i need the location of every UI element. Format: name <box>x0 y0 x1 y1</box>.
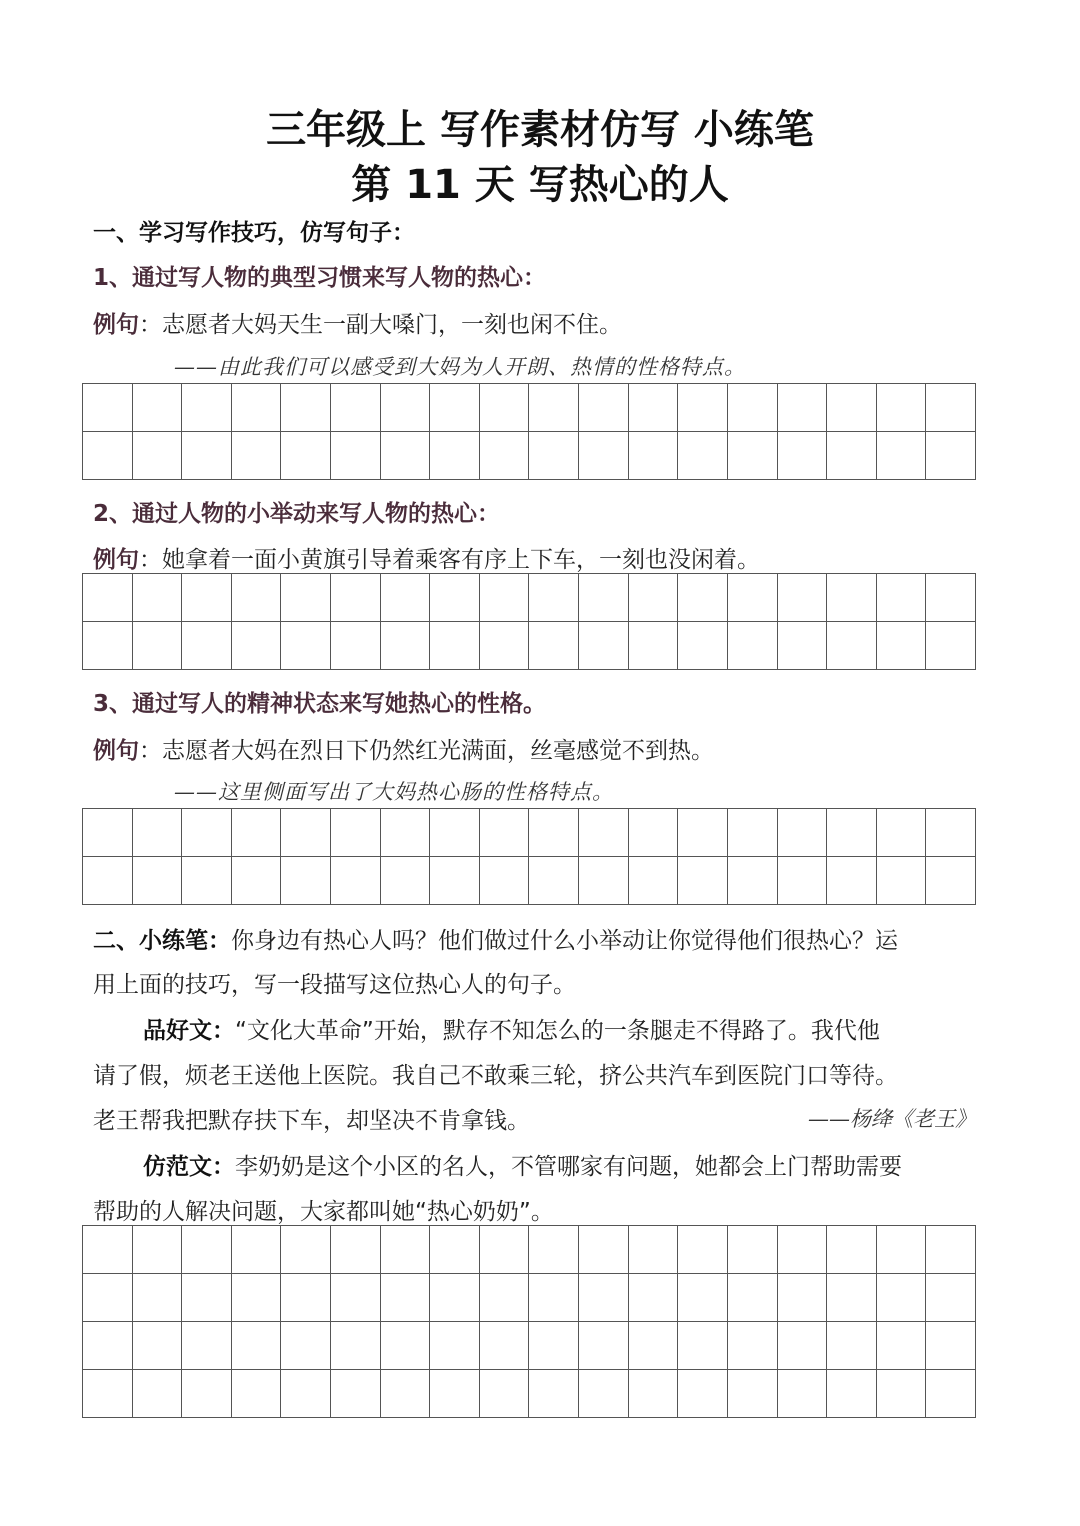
writing-cell[interactable] <box>182 432 232 480</box>
writing-cell[interactable] <box>331 1226 381 1274</box>
writing-cell[interactable] <box>182 809 232 857</box>
writing-cell[interactable] <box>83 1370 133 1418</box>
writing-cell[interactable] <box>381 384 431 432</box>
writing-cell[interactable] <box>877 574 927 622</box>
writing-cell[interactable] <box>331 574 381 622</box>
writing-cell[interactable] <box>133 432 183 480</box>
writing-cell[interactable] <box>678 1226 728 1274</box>
example-text: ：志愿者大妈在烈日下仍然红光满面，丝毫感觉不到热。 <box>139 738 714 764</box>
writing-cell[interactable] <box>579 432 629 480</box>
writing-cell[interactable] <box>728 1226 778 1274</box>
writing-cell[interactable] <box>232 622 282 670</box>
writing-cell[interactable] <box>133 622 183 670</box>
writing-cell[interactable] <box>579 1370 629 1418</box>
writing-cell[interactable] <box>480 809 530 857</box>
writing-cell[interactable] <box>281 1322 331 1370</box>
writing-cell[interactable] <box>381 809 431 857</box>
writing-cell[interactable] <box>827 574 877 622</box>
imitation-text: 李奶奶是这个小区的名人，不管哪家有问题，她都会上门帮助需要 <box>235 1154 902 1180</box>
technique-1-note: ——由此我们可以感受到大妈为人开朗、热情的性格特点。 <box>174 355 746 379</box>
writing-cell[interactable] <box>381 1322 431 1370</box>
writing-cell[interactable] <box>629 574 679 622</box>
writing-cell[interactable] <box>778 809 828 857</box>
writing-cell[interactable] <box>331 857 381 905</box>
writing-cell[interactable] <box>281 432 331 480</box>
imitation-label: 仿范文： <box>143 1154 235 1180</box>
writing-cell[interactable] <box>529 1274 579 1322</box>
writing-cell[interactable] <box>778 857 828 905</box>
writing-cell[interactable] <box>232 809 282 857</box>
writing-cell[interactable] <box>678 574 728 622</box>
writing-cell[interactable] <box>926 622 976 670</box>
worksheet-title: 三年级上 写作素材仿写 小练笔 <box>266 107 814 153</box>
writing-cell[interactable] <box>629 1322 679 1370</box>
writing-cell[interactable] <box>133 1322 183 1370</box>
model-text: “文化大革命”开始，默存不知怎么的一条腿走不得路了。我代他 <box>235 1018 880 1044</box>
writing-cell[interactable] <box>678 432 728 480</box>
writing-cell[interactable] <box>232 1274 282 1322</box>
model-text-line3: 老王帮我把默存扶下车，却坚决不肯拿钱。 <box>93 1108 530 1134</box>
writing-cell[interactable] <box>430 1226 480 1274</box>
imitation-text-line2: 帮助的人解决问题，大家都叫她“热心奶奶”。 <box>93 1199 554 1225</box>
writing-cell[interactable] <box>778 1322 828 1370</box>
writing-cell[interactable] <box>430 432 480 480</box>
writing-cell[interactable] <box>926 1274 976 1322</box>
writing-cell[interactable] <box>778 1226 828 1274</box>
writing-cell[interactable] <box>331 622 381 670</box>
writing-cell[interactable] <box>331 1370 381 1418</box>
writing-cell[interactable] <box>182 384 232 432</box>
writing-cell[interactable] <box>629 384 679 432</box>
writing-cell[interactable] <box>480 1322 530 1370</box>
writing-cell[interactable] <box>430 384 480 432</box>
writing-cell[interactable] <box>926 1226 976 1274</box>
writing-cell[interactable] <box>182 857 232 905</box>
writing-cell[interactable] <box>182 1226 232 1274</box>
writing-cell[interactable] <box>877 432 927 480</box>
writing-cell[interactable] <box>529 622 579 670</box>
writing-cell[interactable] <box>579 574 629 622</box>
writing-cell[interactable] <box>381 574 431 622</box>
example-label: 例句 <box>93 547 139 573</box>
writing-cell[interactable] <box>529 1226 579 1274</box>
writing-cell[interactable] <box>728 622 778 670</box>
worksheet-subtitle: 第 11 天 写热心的人 <box>351 162 729 208</box>
writing-cell[interactable] <box>381 1274 431 1322</box>
writing-cell[interactable] <box>529 384 579 432</box>
writing-cell[interactable] <box>529 857 579 905</box>
writing-cell[interactable] <box>480 574 530 622</box>
writing-cell[interactable] <box>232 432 282 480</box>
writing-cell[interactable] <box>83 384 133 432</box>
writing-cell[interactable] <box>579 1226 629 1274</box>
writing-cell[interactable] <box>281 809 331 857</box>
writing-cell[interactable] <box>381 1226 431 1274</box>
writing-cell[interactable] <box>629 809 679 857</box>
writing-cell[interactable] <box>281 1274 331 1322</box>
writing-cell[interactable] <box>926 432 976 480</box>
writing-cell[interactable] <box>579 622 629 670</box>
writing-cell[interactable] <box>629 622 679 670</box>
writing-cell[interactable] <box>480 1274 530 1322</box>
writing-cell[interactable] <box>529 1322 579 1370</box>
writing-cell[interactable] <box>529 1370 579 1418</box>
writing-cell[interactable] <box>629 1370 679 1418</box>
writing-cell[interactable] <box>232 1226 282 1274</box>
writing-cell[interactable] <box>331 809 381 857</box>
technique-3-example <box>93 732 714 765</box>
writing-cell[interactable] <box>778 432 828 480</box>
writing-cell[interactable] <box>877 1226 927 1274</box>
technique-1-example <box>93 306 622 339</box>
writing-cell[interactable] <box>678 1274 728 1322</box>
writing-cell[interactable] <box>480 432 530 480</box>
writing-cell[interactable] <box>827 622 877 670</box>
writing-cell[interactable] <box>133 809 183 857</box>
writing-cell[interactable] <box>728 384 778 432</box>
writing-cell[interactable] <box>529 809 579 857</box>
writing-cell[interactable] <box>182 574 232 622</box>
prompt-text: 你身边有热心人吗？他们做过什么小举动让你觉得他们很热心？运 <box>231 928 898 954</box>
writing-cell[interactable] <box>281 622 331 670</box>
writing-cell[interactable] <box>331 384 381 432</box>
writing-cell[interactable] <box>678 857 728 905</box>
model-label: 品好文： <box>143 1018 235 1044</box>
writing-cell[interactable] <box>430 1322 480 1370</box>
writing-cell[interactable] <box>480 857 530 905</box>
writing-cell[interactable] <box>778 1370 828 1418</box>
writing-cell[interactable] <box>232 1322 282 1370</box>
writing-cell[interactable] <box>827 1370 877 1418</box>
example-label: 例句 <box>93 312 139 338</box>
writing-cell[interactable] <box>133 1226 183 1274</box>
writing-cell[interactable] <box>133 384 183 432</box>
writing-cell[interactable] <box>678 384 728 432</box>
writing-cell[interactable] <box>778 574 828 622</box>
model-author: ——杨绛《老王》 <box>808 1107 976 1131</box>
technique-3-note: ——这里侧面写出了大妈热心肠的性格特点。 <box>174 780 614 804</box>
writing-cell[interactable] <box>331 1322 381 1370</box>
writing-cell[interactable] <box>430 622 480 670</box>
writing-cell[interactable] <box>579 857 629 905</box>
writing-cell[interactable] <box>926 857 976 905</box>
writing-cell[interactable] <box>728 809 778 857</box>
writing-cell[interactable] <box>877 1322 927 1370</box>
writing-cell[interactable] <box>83 432 133 480</box>
writing-grid-4[interactable] <box>82 1225 976 1418</box>
writing-cell[interactable] <box>281 857 331 905</box>
writing-grid-1[interactable] <box>82 383 976 480</box>
writing-cell[interactable] <box>579 1274 629 1322</box>
writing-cell[interactable] <box>827 809 877 857</box>
writing-cell[interactable] <box>579 1322 629 1370</box>
writing-cell[interactable] <box>381 1370 431 1418</box>
writing-cell[interactable] <box>430 1370 480 1418</box>
writing-cell[interactable] <box>579 384 629 432</box>
writing-cell[interactable] <box>926 1322 976 1370</box>
writing-cell[interactable] <box>926 809 976 857</box>
section2-prompt-line1 <box>93 922 993 955</box>
writing-cell[interactable] <box>926 384 976 432</box>
writing-cell[interactable] <box>133 574 183 622</box>
writing-cell[interactable] <box>678 1322 728 1370</box>
writing-cell[interactable] <box>778 384 828 432</box>
technique-2-example <box>93 541 760 574</box>
writing-cell[interactable] <box>281 574 331 622</box>
writing-cell[interactable] <box>827 857 877 905</box>
writing-cell[interactable] <box>281 1370 331 1418</box>
writing-cell[interactable] <box>480 384 530 432</box>
writing-cell[interactable] <box>331 432 381 480</box>
writing-cell[interactable] <box>182 1370 232 1418</box>
writing-cell[interactable] <box>728 857 778 905</box>
writing-cell[interactable] <box>480 1370 530 1418</box>
writing-cell[interactable] <box>430 1274 480 1322</box>
writing-cell[interactable] <box>827 1226 877 1274</box>
writing-cell[interactable] <box>381 432 431 480</box>
writing-cell[interactable] <box>579 809 629 857</box>
writing-cell[interactable] <box>381 622 431 670</box>
writing-cell[interactable] <box>629 1226 679 1274</box>
writing-cell[interactable] <box>877 857 927 905</box>
example-text: ：她拿着一面小黄旗引导着乘客有序上下车，一刻也没闲着。 <box>139 547 760 573</box>
writing-cell[interactable] <box>381 857 431 905</box>
section2-prompt-line2: 用上面的技巧，写一段描写这位热心人的句子。 <box>93 972 576 998</box>
writing-cell[interactable] <box>827 1274 877 1322</box>
writing-cell[interactable] <box>529 432 579 480</box>
writing-cell[interactable] <box>877 1370 927 1418</box>
writing-cell[interactable] <box>232 1370 282 1418</box>
writing-cell[interactable] <box>629 857 679 905</box>
writing-cell[interactable] <box>678 809 728 857</box>
writing-cell[interactable] <box>877 1274 927 1322</box>
example-text: ：志愿者大妈天生一副大嗓门，一刻也闲不住。 <box>139 312 622 338</box>
writing-cell[interactable] <box>133 1274 183 1322</box>
writing-cell[interactable] <box>678 622 728 670</box>
writing-cell[interactable] <box>83 1322 133 1370</box>
writing-cell[interactable] <box>430 809 480 857</box>
section1-heading: 一、学习写作技巧，仿写句子： <box>93 220 415 246</box>
writing-cell[interactable] <box>83 622 133 670</box>
writing-cell[interactable] <box>83 857 133 905</box>
technique-3-heading: 3、通过写人的精神状态来写她热心的性格。 <box>93 691 547 717</box>
writing-cell[interactable] <box>331 1274 381 1322</box>
writing-cell[interactable] <box>728 432 778 480</box>
writing-cell[interactable] <box>926 1370 976 1418</box>
writing-cell[interactable] <box>83 1226 133 1274</box>
writing-cell[interactable] <box>232 384 282 432</box>
model-text-line1 <box>143 1012 1043 1045</box>
writing-cell[interactable] <box>83 809 133 857</box>
writing-cell[interactable] <box>133 857 183 905</box>
technique-1-heading: 1、通过写人物的典型习惯来写人物的热心： <box>93 265 547 291</box>
writing-cell[interactable] <box>182 1274 232 1322</box>
writing-cell[interactable] <box>232 857 282 905</box>
writing-cell[interactable] <box>430 574 480 622</box>
imitation-text-line1 <box>143 1148 1043 1181</box>
writing-grid-2[interactable] <box>82 573 976 670</box>
section2-label: 二、小练笔： <box>93 928 231 954</box>
writing-cell[interactable] <box>182 1322 232 1370</box>
writing-cell[interactable] <box>827 384 877 432</box>
writing-cell[interactable] <box>480 1226 530 1274</box>
writing-cell[interactable] <box>629 1274 679 1322</box>
writing-cell[interactable] <box>281 1226 331 1274</box>
writing-cell[interactable] <box>926 574 976 622</box>
writing-cell[interactable] <box>281 384 331 432</box>
writing-cell[interactable] <box>728 574 778 622</box>
writing-cell[interactable] <box>778 622 828 670</box>
writing-cell[interactable] <box>430 857 480 905</box>
writing-cell[interactable] <box>83 1274 133 1322</box>
writing-grid-3[interactable] <box>82 808 976 905</box>
writing-cell[interactable] <box>133 1370 183 1418</box>
writing-cell[interactable] <box>728 1274 778 1322</box>
example-label: 例句 <box>93 738 139 764</box>
writing-cell[interactable] <box>182 622 232 670</box>
writing-cell[interactable] <box>877 384 927 432</box>
writing-cell[interactable] <box>827 1322 877 1370</box>
writing-cell[interactable] <box>827 432 877 480</box>
writing-cell[interactable] <box>480 622 530 670</box>
writing-cell[interactable] <box>877 622 927 670</box>
writing-cell[interactable] <box>877 809 927 857</box>
technique-2-heading: 2、通过人物的小举动来写人物的热心： <box>93 501 501 527</box>
writing-cell[interactable] <box>728 1322 778 1370</box>
writing-cell[interactable] <box>728 1370 778 1418</box>
writing-cell[interactable] <box>83 574 133 622</box>
model-text-line2: 请了假，烦老王送他上医院。我自己不敢乘三轮，挤公共汽车到医院门口等待。 <box>93 1063 898 1089</box>
writing-cell[interactable] <box>629 432 679 480</box>
writing-cell[interactable] <box>529 574 579 622</box>
writing-cell[interactable] <box>678 1370 728 1418</box>
writing-cell[interactable] <box>232 574 282 622</box>
writing-cell[interactable] <box>778 1274 828 1322</box>
